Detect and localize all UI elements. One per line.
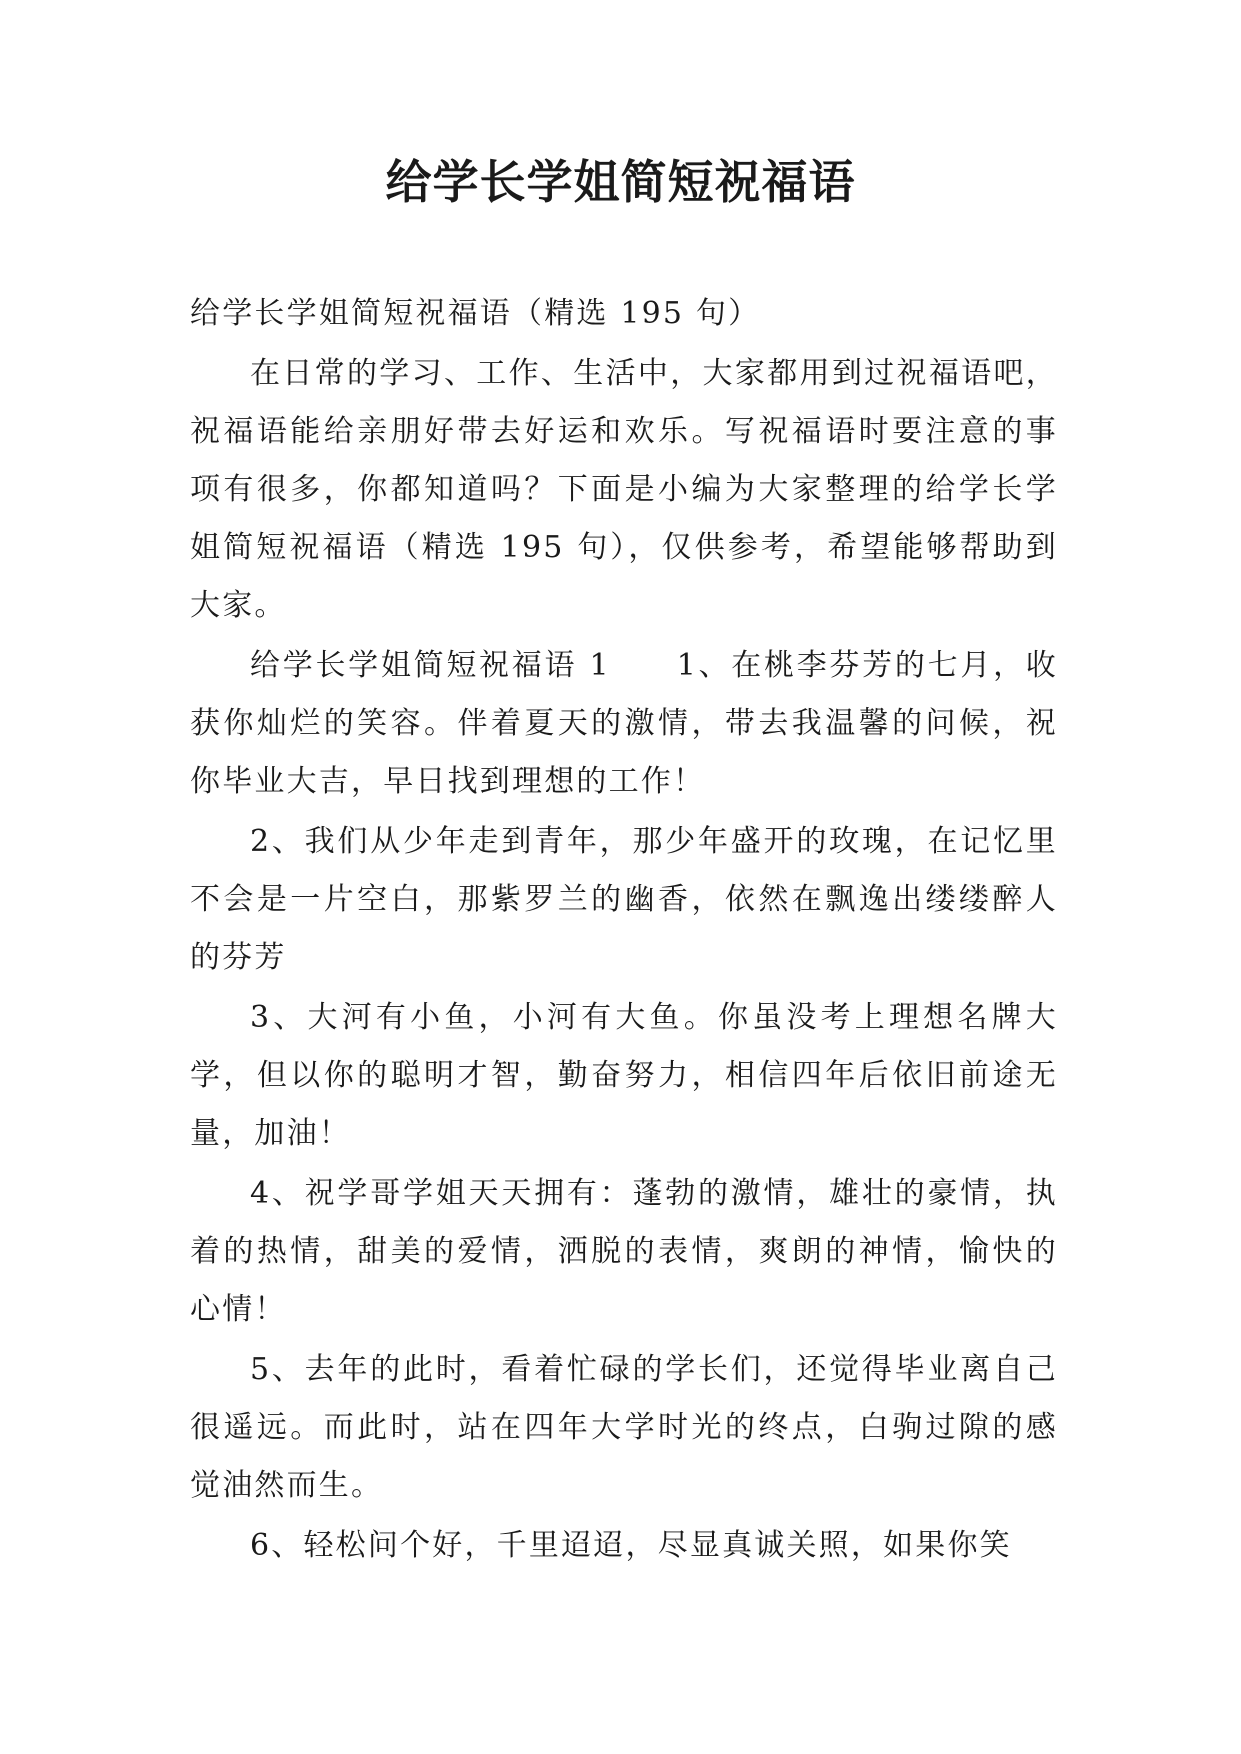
blessing-paragraph-5: 5、去年的此时，看着忙碌的学长们，还觉得毕业离自己很遥远。而此时，站在四年大学时光的终点，白驹过隙的感觉油然而生。	[190, 1352, 1058, 1503]
blessing-paragraph-2: 2、我们从少年走到青年，那少年盛开的玫瑰，在记忆里不会是一片空白，那紫罗兰的幽香，依然在飘逸出缕缕醉人的芬芳	[190, 824, 1058, 975]
blessing-paragraph-3: 3、大河有小鱼，小河有大鱼。你虽没考上理想名牌大学，但以你的聪明才智，勤奋努力，相信四年后依旧前途无量，加油！	[190, 1000, 1058, 1151]
document-title: 给学长学姐简短祝福语	[385, 155, 856, 209]
blessing-paragraph-4: 4、祝学哥学姐天天拥有：蓬勃的激情，雄壮的豪情，执着的热情，甜美的爱情，洒脱的表情，爽朗的神情，愉快的心情！	[190, 1176, 1058, 1327]
blessing-paragraph-6: 6、轻松问个好，千里迢迢，尽显真诚关照，如果你笑	[250, 1528, 1012, 1563]
document-subtitle: 给学长学姐简短祝福语（精选 195 句）	[190, 296, 761, 331]
blessing-paragraph-1: 给学长学姐简短祝福语 1 1、在桃李芬芳的七月，收获你灿烂的笑容。伴着夏天的激情，带去我温馨的问候，祝你毕业大吉，早日找到理想的工作！	[190, 648, 1058, 799]
document-body	[190, 285, 1058, 1577]
intro-paragraph: 在日常的学习、工作、生活中，大家都用到过祝福语吧，祝福语能给亲朋好带去好运和欢乐。写祝福语时要注意的事项有很多，你都知道吗？下面是小编为大家整理的给学长学姐简短祝福语（精选 195 句），仅供参考，希望能够帮助到大家。	[190, 356, 1058, 623]
